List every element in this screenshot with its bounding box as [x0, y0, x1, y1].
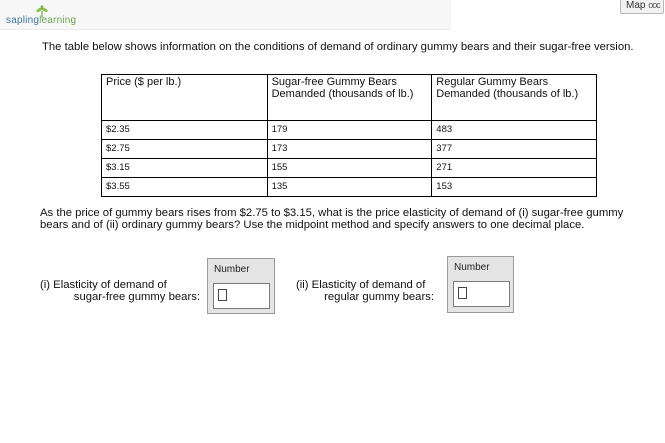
- header-price: Price ($ per lb.): [102, 75, 268, 121]
- intro-text: The table below shows information on the conditions of demand of ordinary gummy bears and their sugar-free version.: [42, 41, 634, 53]
- answer-label-line2: sugar-free gummy bears:: [73, 291, 200, 303]
- logo-text: [6, 15, 76, 26]
- header-sugar-free: Sugar-free Gummy Bears Demanded (thousands of lb.): [267, 75, 432, 121]
- answer-label-sugar-free: [40, 279, 200, 303]
- text-cursor-icon: [218, 289, 227, 301]
- header-bar: [0, 0, 451, 30]
- table-row: [102, 140, 597, 159]
- map-glyph-icon: ooc: [648, 0, 660, 10]
- cell-price: $3.15: [102, 159, 268, 178]
- cell-price: $2.35: [102, 121, 268, 140]
- gummy-bear-table: [101, 74, 597, 197]
- answer-box-regular: [447, 256, 514, 313]
- cell-regular: 271: [432, 159, 597, 178]
- answer-label-line1: (i) Elasticity of demand of: [40, 279, 167, 291]
- answer-label-line1: (ii) Elasticity of demand of: [296, 279, 426, 291]
- cell-regular: 153: [432, 178, 597, 197]
- table-row: [102, 178, 597, 197]
- text-cursor-icon: [458, 287, 467, 299]
- answer-box-sugar-free: [207, 258, 275, 314]
- cell-price: $2.75: [102, 140, 268, 159]
- logo-part2: learning: [39, 15, 77, 26]
- cell-price: $3.55: [102, 178, 268, 197]
- cell-sugar-free: 135: [267, 178, 432, 197]
- answer-label-regular: [296, 279, 442, 303]
- cell-regular: 483: [432, 121, 597, 140]
- cell-sugar-free: 155: [267, 159, 432, 178]
- map-label: Map: [626, 0, 646, 11]
- cell-sugar-free: 179: [267, 121, 432, 140]
- answer-label-line2: regular gummy bears:: [324, 291, 434, 303]
- table-row: [102, 159, 597, 178]
- cell-regular: 377: [432, 140, 597, 159]
- cell-sugar-free: 173: [267, 140, 432, 159]
- table-row: [102, 121, 597, 140]
- question-text: As the price of gummy bears rises from $2.75 to $3.15, what is the price elasticity of demand of (i) sugar-free gummy bears and of (ii) ordinary gummy bears? Use the midpoint method and specify answers to one decimal place.: [40, 207, 624, 231]
- sapling-learning-logo: [6, 5, 96, 27]
- header-regular: Regular Gummy Bears Demanded (thousands of lb.): [432, 75, 597, 121]
- number-caption: Number: [214, 264, 250, 275]
- logo-part1: sapling: [6, 15, 40, 26]
- map-button[interactable]: [620, 0, 664, 14]
- number-caption: Number: [454, 262, 490, 273]
- table-header-row: [102, 75, 597, 121]
